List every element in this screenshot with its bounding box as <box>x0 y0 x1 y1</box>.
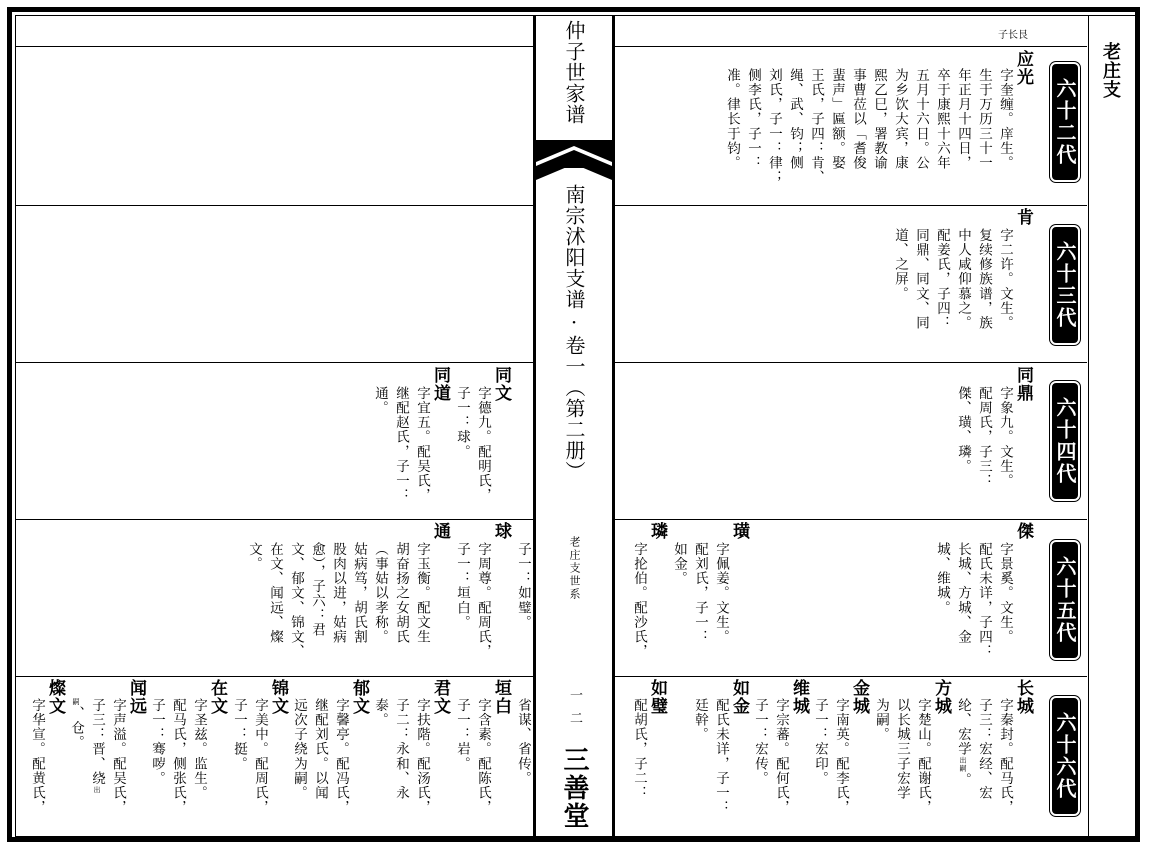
person-entry: 字玉衡。配文生 胡奋扬之女胡氏 （事姑以孝称。 姑病笃，胡氏割 股肉以进，姑病 愈），子六：君 文、郁文、锦文、 在文、闻远、燦 文。 <box>246 542 430 659</box>
person-entry: 字圣兹。监生。 配马氏，侧张氏， 子一：骞哕。 <box>149 698 207 815</box>
person-name: 金城 <box>849 679 869 715</box>
row-divider <box>16 46 533 47</box>
person-entry: 字声溢。配吴氏， 子三：晋、绕出 嗣、仓。 <box>68 698 126 815</box>
person-entry: 字秦封。配马氏， 子三：宏经、宏 纶、宏学出嗣。 <box>955 698 1013 815</box>
person-entry: 字景奚。文生。 配氏未详，子四： 长城、方城、金 城、维城。 <box>934 542 1013 659</box>
row-divider <box>16 519 533 520</box>
person-name: 璘 <box>647 522 667 540</box>
section-label: 老庄支世系 <box>568 536 581 601</box>
row-divider <box>16 676 533 677</box>
person-entry: 配胡氏，子二： <box>631 698 647 801</box>
person-name: 在文 <box>207 679 227 715</box>
person-entry: 字二许。文生。 复续修族谱，族 中人咸仰慕之。 配姜氏，子四： 同鼎、同文、同 道、之屏。 <box>892 228 1013 331</box>
person-entry: 字华宣。配黄氏， <box>29 698 45 815</box>
person-entry: 字周尊。配周氏， 子一：垣白。 <box>454 542 491 659</box>
person-name: 如璧 <box>647 679 667 715</box>
generation-badge-63: 六十三代 <box>1050 225 1080 345</box>
row-divider <box>16 362 533 363</box>
person-entry: 字含素。配陈氏， 子一：岩。 <box>454 698 491 815</box>
row-divider <box>16 205 533 206</box>
person-name: 长城 <box>1013 679 1033 715</box>
person-name: 垣白 <box>491 679 511 715</box>
person-entry: 省谋、省传。 <box>515 698 531 786</box>
generation-badge-64: 六十四代 <box>1050 381 1080 501</box>
person-name: 璜 <box>729 522 749 540</box>
person-entry: 字美中。配周氏， 子一：挺。 <box>231 698 268 815</box>
person-name: 君文 <box>430 679 450 715</box>
person-entry: 字馨亭。配冯氏， 继配刘氏。以闻 远次子绕为嗣。 <box>291 698 349 815</box>
generation-badge-62: 六十二代 <box>1050 62 1080 182</box>
volume-subtitle: 南宗沭阳支谱·卷一（第二册） <box>562 184 586 482</box>
person-entry: 字佩姜。文生。 配刘氏，子一： 如金。 <box>671 542 729 645</box>
person-entry: 字南英。配李氏， 子一：宏印。 <box>812 698 849 815</box>
person-name: 应光 <box>1013 50 1033 86</box>
row-divider <box>615 46 1087 47</box>
person-name: 闻远 <box>126 679 146 715</box>
person-entry: 字宗蕃。配何氏， 子一：宏传。 <box>752 698 789 815</box>
person-entry: 字楚山。配谢氏， 以长城三子宏学 为嗣。 <box>873 698 931 815</box>
row-divider <box>615 676 1087 677</box>
person-entry: 配氏未详，子一： 廷幹。 <box>692 698 729 815</box>
person-entry: 字扶階。配汤氏， 子二：永和、永 泰。 <box>372 698 430 815</box>
person-name: 同文 <box>491 366 511 402</box>
person-name: 燦文 <box>45 679 65 715</box>
person-name: 锦文 <box>268 679 288 715</box>
page-number: 一二 <box>567 688 582 734</box>
fishtail-ornament <box>536 140 612 180</box>
generation-badge-66: 六十六代 <box>1050 696 1080 816</box>
person-entry: 字抡伯。配沙氏， <box>631 542 647 659</box>
person-name: 球 <box>491 522 511 540</box>
person-name: 方城 <box>931 679 951 715</box>
header-note: 子长艮 <box>998 30 1028 41</box>
person-name: 郁文 <box>349 679 369 715</box>
row-divider <box>615 519 1087 520</box>
person-name: 如金 <box>729 679 749 715</box>
person-name: 同鼎 <box>1013 366 1033 402</box>
person-entry: 字宜五。配吴氏， 继配赵氏，子一： 通。 <box>372 386 430 503</box>
person-name: 同道 <box>430 366 450 402</box>
branch-label: 老庄支 <box>1100 42 1121 99</box>
hall-name: 三善堂 <box>559 746 589 830</box>
generation-badge-65: 六十五代 <box>1050 540 1080 660</box>
person-entry: 字象九。文生。 配周氏，子三： 傑、璜、璘。 <box>955 386 1013 489</box>
branch-column-divider <box>1088 16 1089 838</box>
row-divider <box>615 205 1087 206</box>
book-spine <box>533 16 615 838</box>
person-name: 傑 <box>1013 522 1033 540</box>
person-entry: 字奎缠。庠生。 生于万历三十一 年正月十四日， 卒于康熙十六年 五月十六日。公 为乡饮大宾，康 熙乙巳，署教谕 事曹莅以「耆俊 蜚声」匾额。娶 王氏，子四：肯、 绳、武、钧；侧 刘氏，子一：律； 侧李氏，子一： 准。律长于钧。 <box>724 68 1013 185</box>
row-divider <box>615 362 1087 363</box>
person-name: 维城 <box>789 679 809 715</box>
person-entry: 子一：如璧。 <box>515 542 531 630</box>
book-title: 仲子世家谱 <box>562 20 586 125</box>
person-name: 肯 <box>1013 208 1033 226</box>
person-entry: 字德九。配明氏， 子一：球。 <box>454 386 491 503</box>
person-name: 通 <box>430 522 450 540</box>
